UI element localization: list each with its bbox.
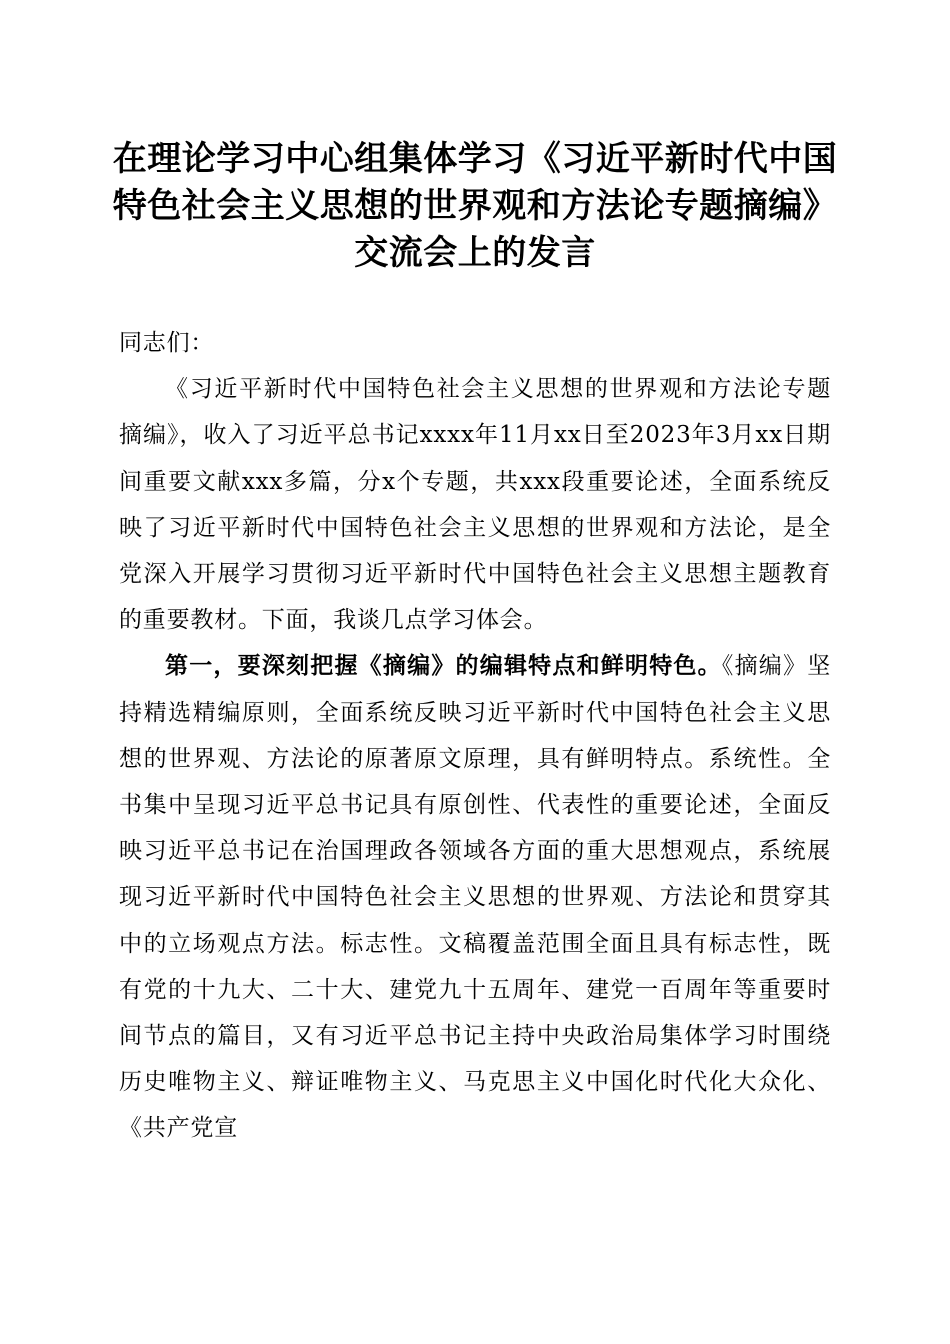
paragraph-first-point — [119, 643, 831, 1151]
paragraph-body-text: 《摘编》坚持精选精编原则，全面系统反映习近平新时代中国特色社会主义思想的世界观、方法论的原著原文原理，具有鲜明特点。系统性。全书集中呈现习近平总书记具有原创性、代表性的重要论述，全面反映习近平总书记在治国理政各领域各方面的重大思想观点，系统展现习近平新时代中国特色社会主义思想的世界观、方法论和贯穿其中的立场观点方法。标志性。文稿覆盖范围全面且具有标志性，既有党的十九大、二十大、建党九十五周年、建党一百周年等重要时间节点的篇目，又有习近平总书记主持中央政治局集体学习时围绕历史唯物主义、辩证唯物主义、马克思主义中国化时代化大众化、《共产党宣 — [119, 653, 832, 1142]
paragraph-lead-sentence: 第一，要深刻把握《摘编》的编辑特点和鲜明特色。 — [165, 652, 722, 680]
salutation: 同志们： — [119, 330, 215, 356]
paragraph-intro: 《习近平新时代中国特色社会主义思想的世界观和方法论专题摘编》，收入了习近平总书记xxxx年11月xx日至2023年3月xx日期间重要文献xxx多篇，分x个专题，共xxx段重要论述，全面系统反映了习近平新时代中国特色社会主义思想的世界观和方法论，是全党深入开展学习贯彻习近平新时代中国特色社会主义思想主题教育的重要教材。下面，我谈几点学习体会。 — [119, 376, 831, 634]
document-body — [119, 320, 831, 1152]
document-title: 在理论学习中心组集体学习《习近平新时代中国特色社会主义思想的世界观和方法论专题摘编》交流会上的发言 — [112, 139, 838, 273]
